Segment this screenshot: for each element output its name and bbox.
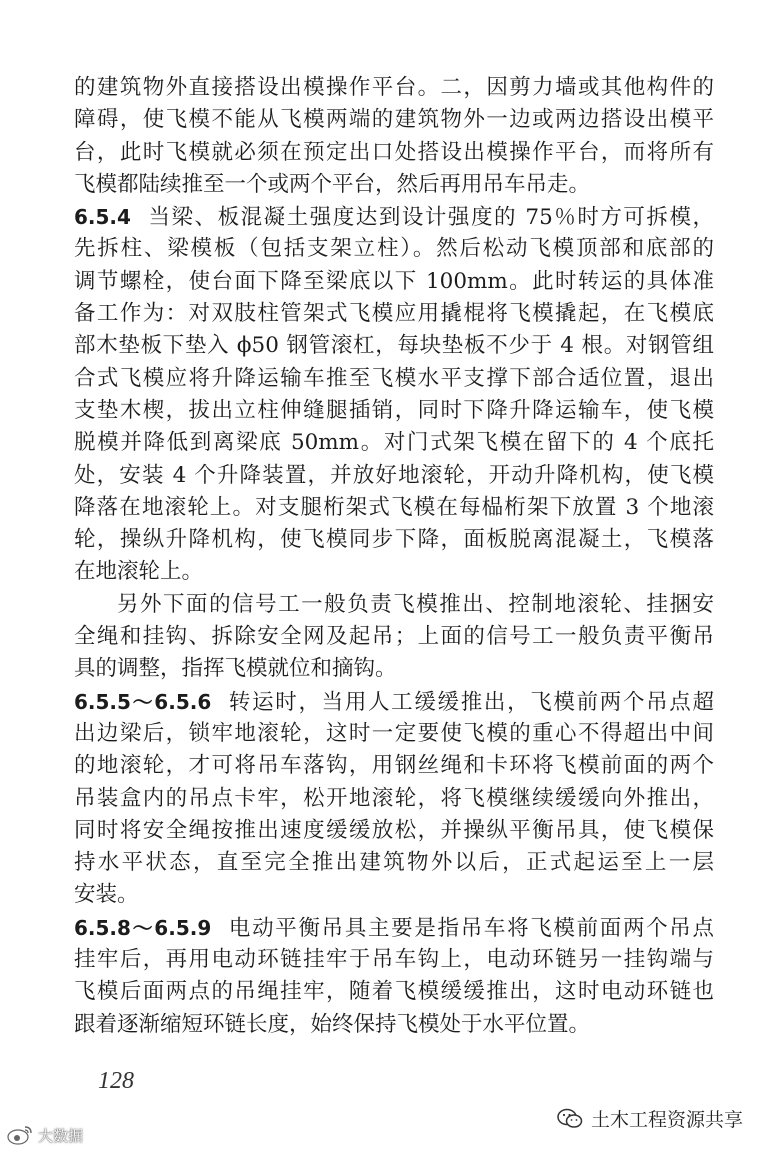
watermark-left xyxy=(6,1124,83,1146)
text-line xyxy=(74,912,714,944)
text-line: 同时将安全绳按推出速度缓缓放松，并操纵平衡吊具，使飞模保 xyxy=(74,817,714,843)
weibo-icon xyxy=(6,1124,34,1146)
text-line: 飞模都陆续推至一个或两个平台，然后再用吊车吊走。 xyxy=(74,171,591,197)
section-number: 6.5.5～6.5.6 xyxy=(74,689,212,714)
text-line: 全绳和挂钩、拆除安全网及起吊；上面的信号工一般负责平衡吊 xyxy=(74,624,714,650)
text-line: 先拆柱、梁模板（包括支架立柱）。然后松动飞模顶部和底部的 xyxy=(74,236,714,262)
text-line xyxy=(74,201,714,233)
text-line: 支垫木楔，拔出立柱伸缝腿插销，同时下降升降运输车，使飞模 xyxy=(74,397,714,423)
text-line: 备工作为：对双肢柱管架式飞模应用撬棍将飞模撬起，在飞模底 xyxy=(74,301,714,327)
section-text: 转运时，当用人工缓缓推出，飞模前两个吊点超 xyxy=(227,689,714,715)
watermark-right xyxy=(557,1105,743,1132)
text-line: 脱模并降低到离梁底 50mm。对门式架飞模在留下的 4 个底托 xyxy=(74,430,714,456)
wechat-icon xyxy=(557,1108,583,1130)
page-number: 128 xyxy=(98,1068,134,1094)
text-line: 在地滚轮上。 xyxy=(74,559,204,585)
text-line: 处，安装 4 个升降装置，并放好地滚轮，开动升降机构，使飞模 xyxy=(74,462,714,488)
text-line: 吊装盒内的吊点卡牢，松开地滚轮，将飞模继续缓缓向外推出， xyxy=(74,785,714,811)
text-line: 部木垫板下垫入 ϕ50 钢管滚杠，每块垫板不少于 4 根。对钢管组 xyxy=(74,333,714,359)
text-line: 安装。 xyxy=(74,882,139,908)
text-line: 台，此时飞模就必须在预定出口处搭设出模操作平台，而将所有 xyxy=(74,139,714,165)
text-line: 调节螺栓，使台面下降至梁底以下 100mm。此时转运的具体准 xyxy=(74,268,714,294)
text-line: 飞模后面两点的吊绳挂牢，随着飞模缓缓推出，这时电动环链也 xyxy=(74,979,714,1005)
watermark-text: 大数据 xyxy=(38,1126,84,1145)
watermark-text: 土木工程资源共享 xyxy=(590,1109,743,1131)
text-line xyxy=(74,686,714,718)
text-line: 障碍，使飞模不能从飞模两端的建筑物外一边或两边搭设出模平 xyxy=(74,107,714,133)
text-line: 出边梁后，锁牢地滚轮，这时一定要使飞模的重心不得超出中间 xyxy=(74,720,714,746)
text-line: 的建筑物外直接搭设出模操作平台。二，因剪力墙或其他构件的 xyxy=(74,75,714,100)
text-line: 轮，操纵升降机构，使飞模同步下降，面板脱离混凝土，飞模落 xyxy=(74,527,714,553)
section-text: 当梁、板混凝土强度达到设计强度的 75％时方可拆模， xyxy=(146,205,714,231)
section-number: 6.5.8～6.5.9 xyxy=(74,915,212,940)
text-line: 另外下面的信号工一般负责飞模推出、控制地滚轮、挂捆安 xyxy=(117,591,714,617)
text-line: 具的调整，指挥飞模就位和摘钩。 xyxy=(74,656,397,682)
text-line: 跟着逐渐缩短环链长度，始终保持飞模处于水平位置。 xyxy=(74,1011,591,1037)
body-text xyxy=(74,72,714,1041)
text-line: 的地滚轮，才可将吊车落钩，用钢丝绳和卡环将飞模前面的两个 xyxy=(74,753,714,779)
section-number: 6.5.4 xyxy=(74,205,131,230)
text-line: 挂牢后，再用电动环链挂牢于吊车钩上，电动环链另一挂钩端与 xyxy=(74,947,714,973)
text-line: 持水平状态，直至完全推出建筑物外以后，正式起运至上一层 xyxy=(74,850,714,876)
text-line: 降落在地滚轮上。对支腿桁架式飞模在每榀桁架下放置 3 个地滚 xyxy=(74,494,714,520)
text-line: 合式飞模应将升降运输车推至飞模水平支撑下部合适位置，退出 xyxy=(74,365,714,391)
section-text: 电动平衡吊具主要是指吊车将飞模前面两个吊点 xyxy=(227,915,714,941)
